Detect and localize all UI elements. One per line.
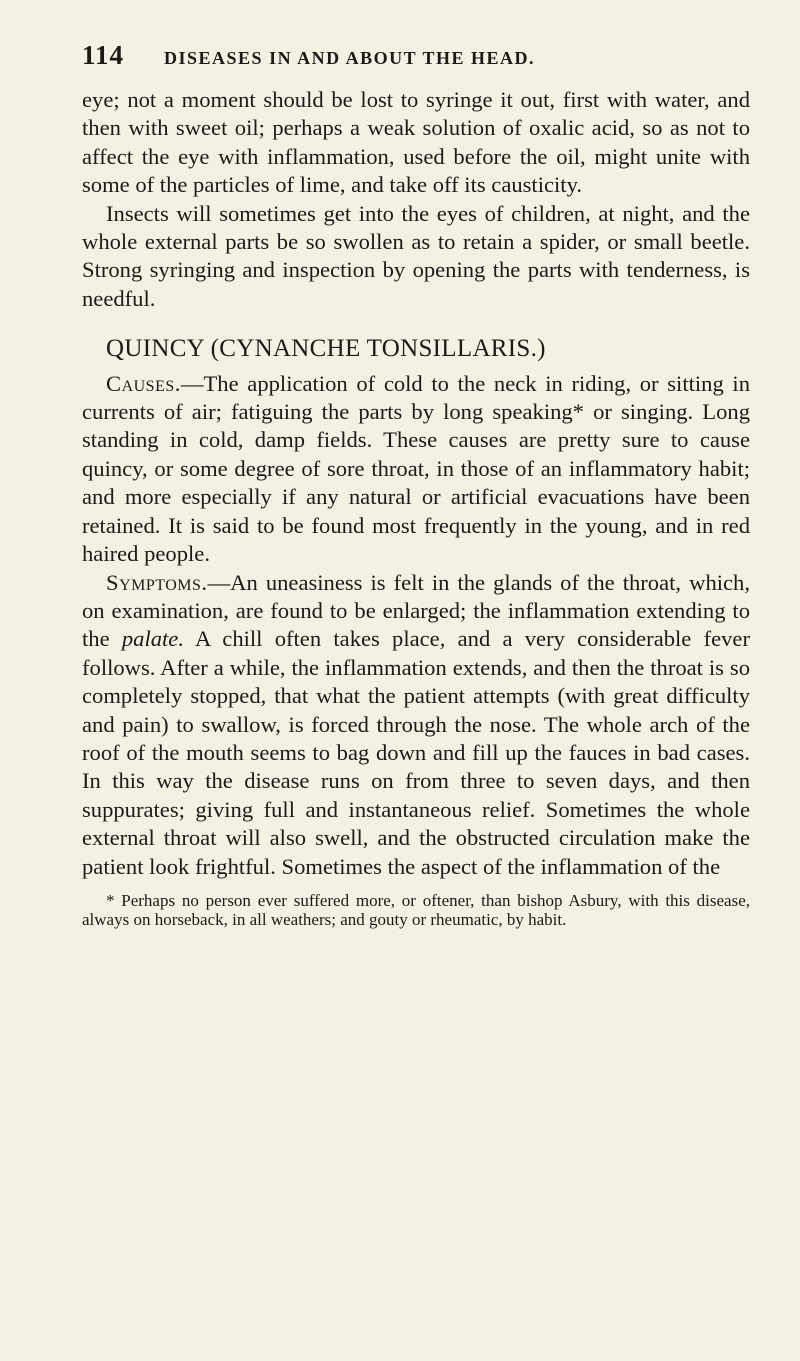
causes-text: —The application of cold to the neck in riding, or sitting in currents of air; fatiguing the parts by long speaking* or singing. Long standing in cold, damp fields. These causes are pretty sure to cause quincy, or some degree of sore throat, in those of an inflammatory habit; and more especially if any natural or artificial evacuations have been retained. It is said to be found most frequently in the young, and in red haired people. xyxy=(82,370,750,567)
symptoms-text-a: —An uneasiness is felt in the glands of the throat, which, on examination, are found to be enlarged; the inflammation extending to the xyxy=(82,569,750,652)
paragraph-eye-lime: eye; not a moment should be lost to syringe it out, first with water, and then with sweet oil; perhaps a weak solution of oxalic acid, so as not to affect the eye with inflammation, used before the oil, might unite with some of the particles of lime, and take off its causticity. xyxy=(82,87,750,198)
body-text xyxy=(82,86,750,881)
symptoms-text-b: A chill often takes place, and a very considerable fever follows. After a while, the inflammation extends, and then the throat is so completely stopped, that what the patient attempts (with great difficulty and pain) to swallow, is forced through the nose. The whole arch of the roof of the mouth seems to bag down and fill up the fauces in bad cases. In this way the disease runs on from three to seven days, and then suppurates; giving full and instantaneous relief. Sometimes the whole external throat will also swell, and the obstructed circulation make the patient look frightful. Sometimes the aspect of the inflammation of the xyxy=(82,626,750,879)
symptoms-label: Symptoms. xyxy=(106,569,208,595)
causes-label: Causes. xyxy=(106,370,181,396)
section-heading-quincy: QUINCY (CYNANCHE TONSILLARIS.) xyxy=(106,335,546,363)
page-number: 114 xyxy=(82,40,125,70)
footnote: * Perhaps no person ever suffered more, or oftener, than bishop Asbury, with this disease, always on horseback, in all weathers; and gouty or rheumatic, by habit. xyxy=(82,890,750,929)
running-title: DISEASES IN AND ABOUT THE HEAD. xyxy=(164,48,535,68)
paragraph-symptoms xyxy=(82,569,750,881)
running-head xyxy=(82,40,750,84)
symptoms-italic-palate: palate. xyxy=(121,626,184,652)
paragraph-causes xyxy=(82,370,750,569)
paragraph-insects: Insects will sometimes get into the eyes of children, at night, and the whole external parts be so swollen as to retain a spider, or small beetle. Strong syringing and inspection by opening the parts with tenderness, is needful. xyxy=(82,200,750,311)
